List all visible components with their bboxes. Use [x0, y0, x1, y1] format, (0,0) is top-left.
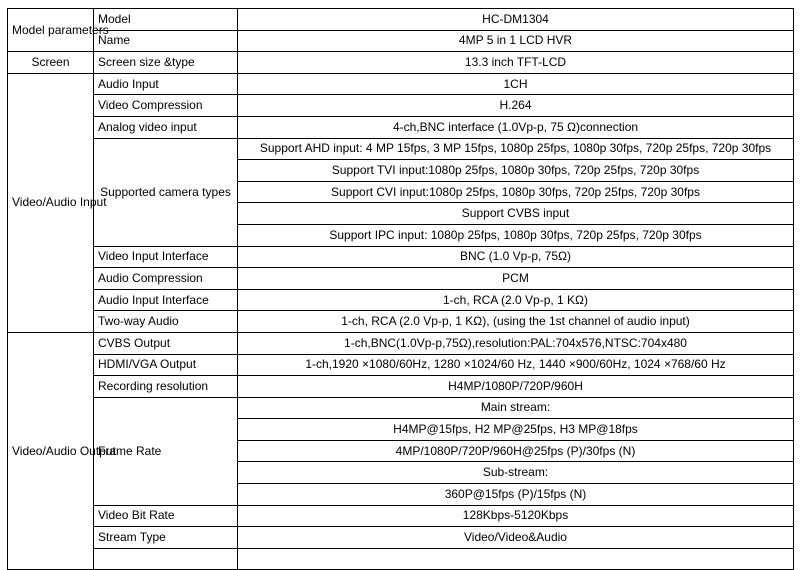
cut-off-cell [238, 548, 794, 570]
row-label-video-bit-rate: Video Bit Rate [94, 505, 238, 527]
row-value-supported-camera-cvbs: Support CVBS input [238, 203, 794, 225]
table-row [8, 397, 794, 419]
row-value-audio-compression: PCM [238, 268, 794, 290]
row-label-cvbs-output: CVBS Output [94, 332, 238, 354]
row-value-model: HC-DM1304 [238, 9, 794, 31]
row-label-frame-rate: Frame Rate [94, 397, 238, 505]
row-label-video-input-interface: Video Input Interface [94, 246, 238, 268]
row-value-frame-rate-sub-stream: Sub-stream: [238, 462, 794, 484]
cut-off-cell [94, 548, 238, 570]
section-model-parameters: Model parameters [8, 9, 94, 52]
row-value-frame-rate-h4mp: H4MP@15fps, H2 MP@25fps, H3 MP@18fps [238, 419, 794, 441]
row-value-name: 4MP 5 in 1 LCD HVR [238, 30, 794, 52]
row-label-audio-input-interface: Audio Input Interface [94, 289, 238, 311]
row-value-two-way-audio: 1-ch, RCA (2.0 Vp-p, 1 KΩ), (using the 1st channel of audio input) [238, 311, 794, 333]
row-value-supported-camera-cvi: Support CVI input:1080p 25fps, 1080p 30fps, 720p 25fps, 720p 30fps [238, 181, 794, 203]
table-row [8, 311, 794, 333]
table-row-cut-off [8, 548, 794, 570]
table-row [8, 246, 794, 268]
row-label-audio-compression: Audio Compression [94, 268, 238, 290]
row-label-video-compression: Video Compression [94, 95, 238, 117]
row-label-analog-video-input: Analog video input [94, 116, 238, 138]
row-label-recording-resolution: Recording resolution [94, 376, 238, 398]
table-row [8, 505, 794, 527]
section-screen: Screen [8, 52, 94, 74]
row-value-frame-rate-360p: 360P@15fps (P)/15fps (N) [238, 484, 794, 506]
row-label-stream-type: Stream Type [94, 527, 238, 549]
row-value-video-input-interface: BNC (1.0 Vp-p, 75Ω) [238, 246, 794, 268]
row-value-hdmi-vga-output: 1-ch,1920 ×1080/60Hz, 1280 ×1024/60 Hz, 1440 ×900/60Hz, 1024 ×768/60 Hz [238, 354, 794, 376]
table-row [8, 9, 794, 31]
table-row [8, 73, 794, 95]
table-row [8, 52, 794, 74]
table-row [8, 376, 794, 398]
row-value-video-bit-rate: 128Kbps-5120Kbps [238, 505, 794, 527]
table-row [8, 138, 794, 160]
row-label-screen-size: Screen size &type [94, 52, 238, 74]
row-label-hdmi-vga-output: HDMI/VGA Output [94, 354, 238, 376]
row-value-stream-type: Video/Video&Audio [238, 527, 794, 549]
table-row [8, 116, 794, 138]
row-label-audio-input: Audio Input [94, 73, 238, 95]
table-row [8, 354, 794, 376]
row-value-supported-camera-ipc: Support IPC input: 1080p 25fps, 1080p 30fps, 720p 25fps, 720p 30fps [238, 224, 794, 246]
row-value-frame-rate-4mp: 4MP/1080P/720P/960H@25fps (P)/30fps (N) [238, 440, 794, 462]
row-value-analog-video-input: 4-ch,BNC interface (1.0Vp-p, 75 Ω)connection [238, 116, 794, 138]
table-row [8, 268, 794, 290]
table-row [8, 30, 794, 52]
row-value-supported-camera-ahd: Support AHD input: 4 MP 15fps, 3 MP 15fps, 1080p 25fps, 1080p 30fps, 720p 25fps, 720p 30fps [238, 138, 794, 160]
table-row [8, 95, 794, 117]
row-value-audio-input-interface: 1-ch, RCA (2.0 Vp-p, 1 KΩ) [238, 289, 794, 311]
row-value-audio-input: 1CH [238, 73, 794, 95]
table-row [8, 332, 794, 354]
row-value-screen-size: 13.3 inch TFT-LCD [238, 52, 794, 74]
table-row [8, 289, 794, 311]
row-label-supported-camera-types: Supported camera types [94, 138, 238, 246]
spec-sheet [7, 8, 793, 570]
table-row [8, 527, 794, 549]
row-label-name: Name [94, 30, 238, 52]
row-value-frame-rate-main-stream: Main stream: [238, 397, 794, 419]
row-value-recording-resolution: H4MP/1080P/720P/960H [238, 376, 794, 398]
spec-table [7, 8, 794, 570]
row-label-model: Model [94, 9, 238, 31]
row-value-video-compression: H.264 [238, 95, 794, 117]
section-video-audio-output: Video/Audio Output [8, 332, 94, 570]
row-value-cvbs-output: 1-ch,BNC(1.0Vp-p,75Ω),resolution:PAL:704x576,NTSC:704x480 [238, 332, 794, 354]
section-video-audio-input: Video/Audio Input [8, 73, 94, 332]
row-label-two-way-audio: Two-way Audio [94, 311, 238, 333]
row-value-supported-camera-tvi: Support TVI input:1080p 25fps, 1080p 30fps, 720p 25fps, 720p 30fps [238, 160, 794, 182]
